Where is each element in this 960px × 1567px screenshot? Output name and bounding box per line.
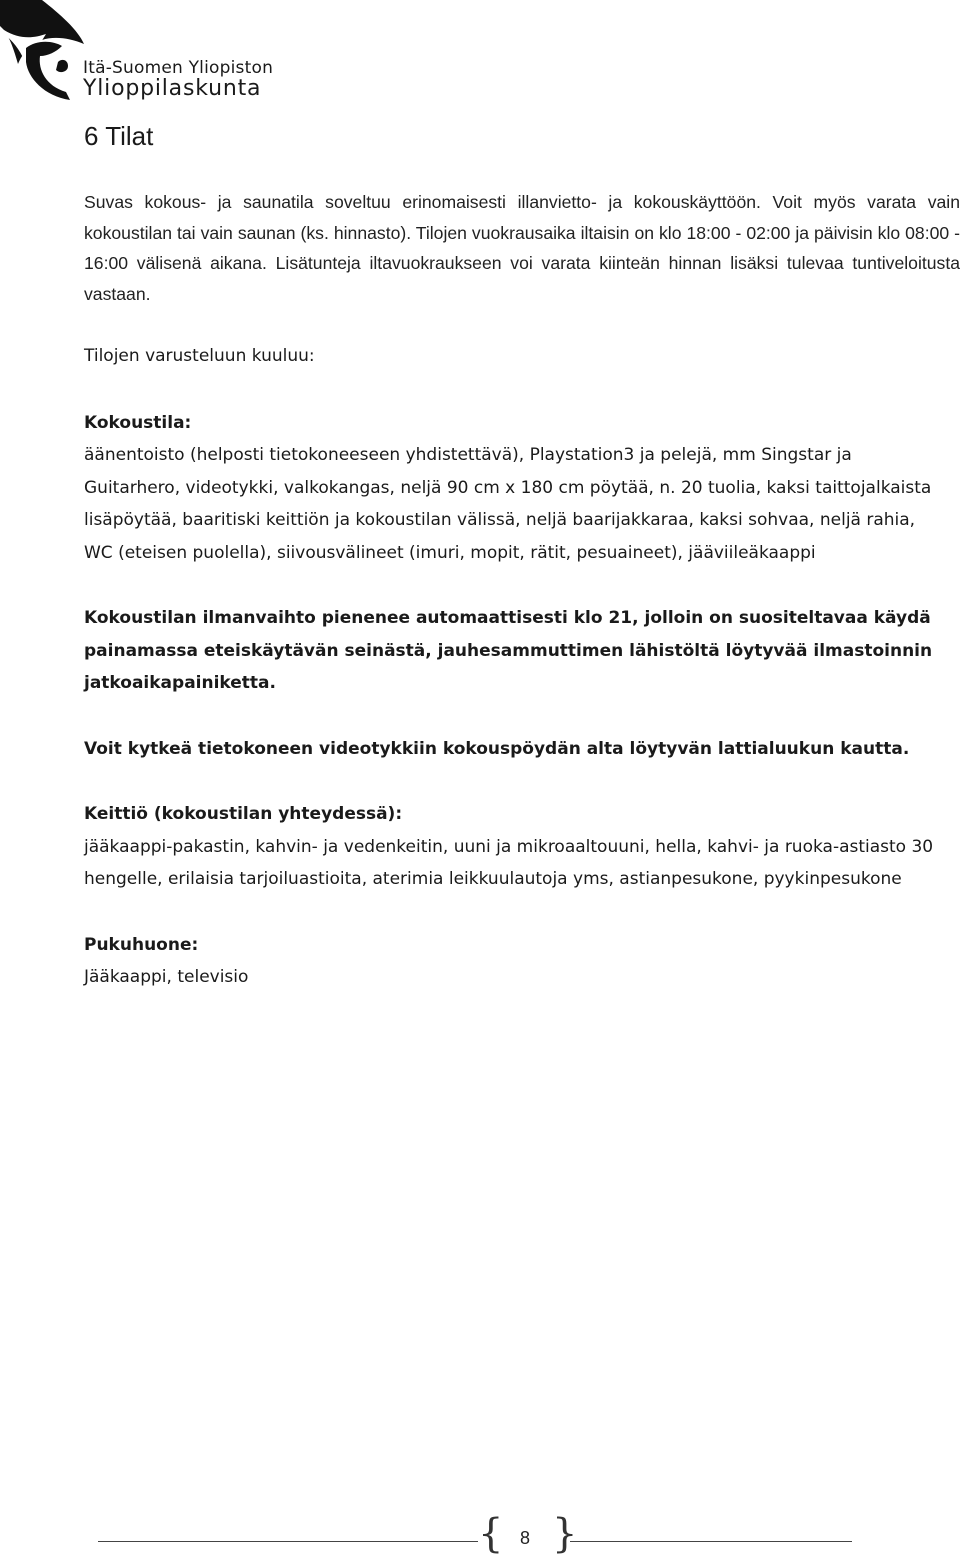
wave-swirl-logo-icon	[0, 0, 90, 110]
projector-notice: Voit kytkeä tietokoneen videotykkiin kokouspöydän alta löytyvän lattialuukun kautta.	[84, 738, 910, 759]
page-title: 6 Tilat	[84, 121, 154, 151]
keittio-text: jääkaappi-pakastin, kahvin- ja vedenkeitin, uuni ja mikroaaltouuni, hella, kahvi- ja ruoka-astiasto 30 hengelle, erilaisia tarjoiluastioita, aterimia leikkuulautoja yms, astianpesukone, pyykinpesukone	[84, 836, 934, 889]
footer-rule-right	[570, 1541, 852, 1542]
page-number: 8	[519, 1528, 530, 1548]
logo	[0, 0, 310, 112]
keittio-title: Keittiö (kokoustilan yhteydessä):	[84, 804, 403, 824]
page-footer	[0, 1500, 960, 1567]
ventilation-notice: Kokoustilan ilmanvaihto pienenee automaattisesti klo 21, jolloin on suositeltavaa käydä painamassa eteiskäytävän seinästä, jauhesammuttimen lähistöltä löytyvää ilmastoinnin jatkoaikapainiketta.	[84, 608, 933, 693]
left-brace-icon: {	[478, 1511, 504, 1557]
intro-paragraph: Suvas kokous- ja saunatila soveltuu erinomaisesti illanvietto- ja kokouskäyttöön. Voit myös varata vain kokoustilan tai vain saunan (ks. hinnasto). Tilojen vuokrausaika iltaisin on klo 18:00 - 02:00 ja päivisin klo 08:00 - 16:00 välisenä aikana. Lisätunteja iltavuokraukseen voi varata kiinteän hinnan lisäksi tulevaa tuntiveloitusta vastaan.	[84, 192, 960, 304]
content	[84, 340, 944, 994]
right-brace-icon: }	[552, 1511, 578, 1557]
logo-text-union: Ylioppilaskunta	[83, 76, 262, 101]
pukuhuone-text: Jääkaappi, televisio	[84, 967, 249, 987]
kokoustila-text: äänentoisto (helposti tietokoneeseen yhdistettävä), Playstation3 ja pelejä, mm Singstar ja Guitarhero, videotykki, valkokangas, neljä 90 cm x 180 cm pöytää, n. 20 tuolia, kaksi taittojalkaista lisäpöytää, baaritiski keittiön ja kokoustilan välissä, neljä baarijakkaraa, kaksi sohvaa, neljä rahia, WC (eteisen puolella), siivousvälineet (imuri, mopit, rätit, pesuaineet), jääviileäkaappi	[84, 445, 932, 563]
equipment-lead: Tilojen varusteluun kuuluu:	[84, 346, 315, 366]
logo-text-university: Itä-Suomen Yliopiston	[83, 58, 274, 78]
pukuhuone-title: Pukuhuone:	[84, 934, 199, 955]
kokoustila-title: Kokoustila:	[84, 412, 192, 433]
footer-rule-left	[98, 1541, 478, 1542]
